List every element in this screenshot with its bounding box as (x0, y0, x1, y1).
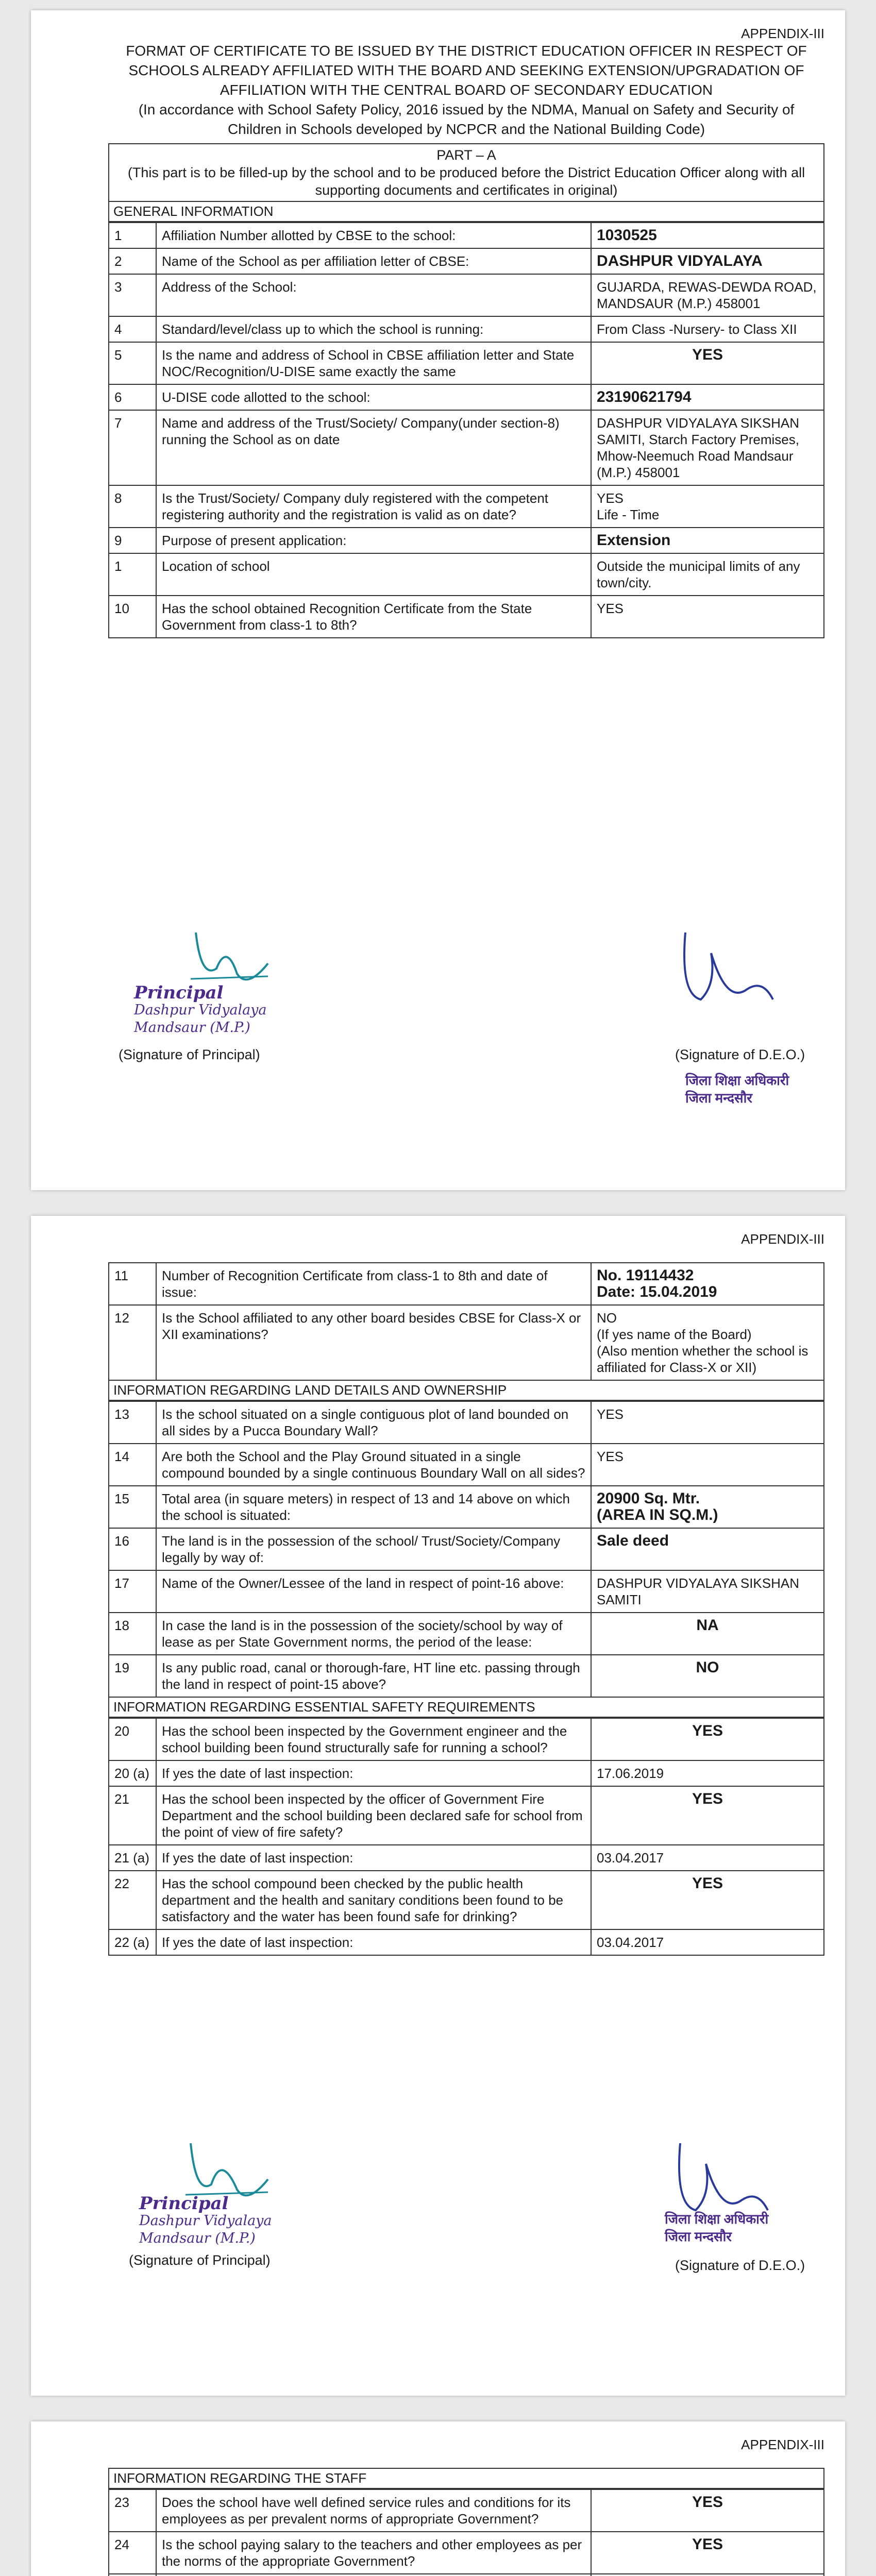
row-answer: YES (591, 2532, 824, 2574)
row-question: In case the land is in the possession of the society/school by way of lease as per State Government norms, the period of the lease: (156, 1613, 591, 1655)
row-number: 17 (109, 1570, 156, 1613)
row-question: Address of the School: (156, 274, 591, 316)
recognition-table (108, 1262, 824, 1381)
page-1-content (108, 41, 824, 638)
row-answer: GUJARDA, REWAS-DEWDA ROAD, MANDSAUR (M.P.) 458001 (591, 274, 824, 316)
row-answer: 17.06.2019 (591, 1760, 824, 1786)
row-number: 22 (a) (109, 1929, 156, 1955)
deo-stamp (685, 1072, 789, 1107)
header-line: (In accordance with School Safety Policy, 2016 issued by the NDMA, Manual on Safety and Security of (138, 101, 795, 117)
table-row (109, 1655, 824, 1697)
table-row (109, 1929, 824, 1955)
certificate-header (108, 41, 824, 139)
row-answer: NA (591, 1613, 824, 1655)
row-question: If yes the date of last inspection: (156, 1929, 591, 1955)
row-question: Location of school (156, 553, 591, 596)
table-row (109, 1718, 824, 1760)
row-number: 7 (109, 410, 156, 485)
row-number: 23 (109, 2489, 156, 2532)
header-line: SCHOOLS ALREADY AFFILIATED WITH THE BOARD AND SEEKING EXTENSION/UPGRADATION OF (128, 62, 804, 78)
land-table (108, 1401, 824, 1698)
section-staff: INFORMATION REGARDING THE STAFF (108, 2468, 824, 2489)
table-row (109, 1401, 824, 1444)
section-land-details: INFORMATION REGARDING LAND DETAILS AND OWNERSHIP (108, 1381, 824, 1401)
row-answer: 03.04.2017 (591, 1929, 824, 1955)
row-answer: DASHPUR VIDYALAYA (591, 248, 824, 274)
part-a-box (108, 143, 824, 201)
page-2 (31, 1216, 845, 2396)
row-number: 22 (109, 1871, 156, 1929)
row-answer: From Class -Nursery- to Class XII (591, 316, 824, 342)
row-number: 8 (109, 485, 156, 528)
deo-stamp-line: जिला मन्दसौर (685, 1090, 752, 1106)
row-question: If yes the date of last inspection: (156, 1845, 591, 1871)
table-row (109, 1570, 824, 1613)
row-number: 6 (109, 384, 156, 410)
principal-signature-label: (Signature of Principal) (119, 1047, 260, 1062)
row-answer: Outside the municipal limits of any town/city. (591, 553, 824, 596)
row-number: 10 (109, 596, 156, 638)
row-question: Has the school obtained Recognition Certificate from the State Government from class-1 to 8th? (156, 596, 591, 638)
part-a-title: PART – A (436, 147, 496, 163)
row-number: 21 (109, 1786, 156, 1845)
section-safety: INFORMATION REGARDING ESSENTIAL SAFETY REQUIREMENTS (108, 1698, 824, 1718)
row-question: Does the school have well defined service rules and conditions for its employees as per prevalent norms of appropriate Government? (156, 2489, 591, 2532)
row-answer: 1030525 (591, 223, 824, 248)
row-question: Number of Recognition Certificate from class-1 to 8th and date of issue: (156, 1263, 591, 1305)
table-row (109, 223, 824, 248)
table-row (109, 1845, 824, 1871)
table-row (109, 1760, 824, 1786)
row-number: 9 (109, 528, 156, 553)
deo-stamp (665, 2210, 768, 2245)
row-question: Is the School affiliated to any other board besides CBSE for Class-X or XII examinations? (156, 1305, 591, 1380)
stamp-title: Principal (139, 2193, 229, 2214)
stamp-line: Mandsaur (M.P.) (134, 1020, 250, 1036)
row-number: 4 (109, 316, 156, 342)
row-number: 3 (109, 274, 156, 316)
row-question: Is the school paying salary to the teachers and other employees as per the norms of the appropriate Government? (156, 2532, 591, 2574)
page-3 (31, 2421, 845, 2576)
table-row (109, 1263, 824, 1305)
appendix-label: APPENDIX-III (741, 2437, 824, 2452)
stamp-title: Principal (134, 982, 224, 1003)
row-number: 5 (109, 342, 156, 384)
row-question: Name of the School as per affiliation letter of CBSE: (156, 248, 591, 274)
table-row (109, 1486, 824, 1528)
deo-signature-label: (Signature of D.E.O.) (675, 1047, 805, 1062)
table-row (109, 274, 824, 316)
row-answer: YES (591, 1871, 824, 1929)
principal-signature-label: (Signature of Principal) (129, 2252, 271, 2268)
row-answer: No. 19114432 Date: 15.04.2019 (591, 1263, 824, 1305)
row-question: Is the name and address of School in CBSE affiliation letter and State NOC/Recognition/U-DISE same exactly the same (156, 342, 591, 384)
row-answer: Sale deed (591, 1528, 824, 1570)
staff-table (108, 2489, 824, 2576)
row-question: Standard/level/class up to which the school is running: (156, 316, 591, 342)
row-answer: YES (591, 1718, 824, 1760)
deo-stamp-line: जिला शिक्षा अधिकारी (665, 2211, 769, 2227)
table-row (109, 1786, 824, 1845)
header-line: Children in Schools developed by NCPCR and the National Building Code) (227, 121, 705, 137)
row-number: 16 (109, 1528, 156, 1570)
row-question: Total area (in square meters) in respect of 13 and 14 above on which the school is situated: (156, 1486, 591, 1528)
row-question: If yes the date of last inspection: (156, 1760, 591, 1786)
row-answer: NO (If yes name of the Board) (Also mention whether the school is affiliated for Class-X or XII) (591, 1305, 824, 1380)
row-answer: YES (591, 1401, 824, 1444)
row-number: 1 (109, 553, 156, 596)
deo-signature-label: (Signature of D.E.O.) (675, 2258, 805, 2273)
row-number: 11 (109, 1263, 156, 1305)
stamp-line: Mandsaur (M.P.) (139, 2230, 256, 2246)
header-line: FORMAT OF CERTIFICATE TO BE ISSUED BY THE DISTRICT EDUCATION OFFICER IN RESPECT OF (126, 43, 807, 59)
table-row (109, 2489, 824, 2532)
table-row (109, 528, 824, 553)
table-row (109, 1528, 824, 1570)
table-row (109, 316, 824, 342)
page-1 (31, 10, 845, 1190)
row-question (156, 2574, 591, 2576)
row-question: Name of the Owner/Lessee of the land in respect of point-16 above: (156, 1570, 591, 1613)
header-line: AFFILIATION WITH THE CENTRAL BOARD OF SECONDARY EDUCATION (220, 82, 713, 98)
part-a-note: (This part is to be filled-up by the school and to be produced before the District Education Officer along with all supporting documents and certificates in original) (127, 165, 805, 198)
row-number: 21 (a) (109, 1845, 156, 1871)
row-answer: Extension (591, 528, 824, 553)
table-row (109, 596, 824, 638)
safety-table (108, 1718, 824, 1956)
row-answer: 20900 Sq. Mtr. (AREA IN SQ.M.) (591, 1486, 824, 1528)
row-number: 14 (109, 1444, 156, 1486)
row-answer (591, 2574, 824, 2576)
appendix-label: APPENDIX-III (741, 26, 824, 41)
row-number: 20 (109, 1718, 156, 1760)
row-number: 15 (109, 1486, 156, 1528)
general-info-table (108, 222, 824, 638)
page-2-content (108, 1262, 824, 1956)
row-number (109, 2574, 156, 2576)
row-number: 20 (a) (109, 1760, 156, 1786)
row-answer: 23190621794 (591, 384, 824, 410)
row-question: Is the Trust/Society/ Company duly registered with the competent registering authority and the registration is valid as on date? (156, 485, 591, 528)
page-3-content (108, 2468, 824, 2576)
appendix-label: APPENDIX-III (741, 1231, 824, 1247)
row-question: The land is in the possession of the school/ Trust/Society/Company legally by way of: (156, 1528, 591, 1570)
table-row (109, 384, 824, 410)
row-question: Is the school situated on a single contiguous plot of land bounded on all sides by a Pucca Boundary Wall? (156, 1401, 591, 1444)
row-answer: YES (591, 2489, 824, 2532)
deo-stamp-line: जिला शिक्षा अधिकारी (685, 1073, 789, 1088)
row-answer: 03.04.2017 (591, 1845, 824, 1871)
row-answer: DASHPUR VIDYALAYA SIKSHAN SAMITI (591, 1570, 824, 1613)
principal-stamp (134, 984, 267, 1037)
deo-signature (670, 922, 778, 1015)
table-row (109, 485, 824, 528)
table-row (109, 1871, 824, 1929)
row-number: 2 (109, 248, 156, 274)
row-answer: YES Life - Time (591, 485, 824, 528)
table-row (109, 1444, 824, 1486)
row-question: Has the school compound been checked by the public health department and the health and sanitary conditions been found to be satisfactory and the water has been found safe for drinking? (156, 1871, 591, 1929)
table-row (109, 248, 824, 274)
row-question: U-DISE code allotted to the school: (156, 384, 591, 410)
row-number: 18 (109, 1613, 156, 1655)
table-row (109, 2532, 824, 2574)
row-answer: DASHPUR VIDYALAYA SIKSHAN SAMITI, Starch Factory Premises, Mhow-Neemuch Road Mandsaur (M.P.) 458001 (591, 410, 824, 485)
table-row (109, 1613, 824, 1655)
row-number: 19 (109, 1655, 156, 1697)
table-row (109, 2574, 824, 2576)
table-row (109, 410, 824, 485)
row-number: 12 (109, 1305, 156, 1380)
section-general-info: GENERAL INFORMATION (108, 201, 824, 222)
stamp-line: Dashpur Vidyalaya (139, 2213, 272, 2229)
row-number: 13 (109, 1401, 156, 1444)
principal-stamp (139, 2195, 272, 2247)
row-answer: YES (591, 1444, 824, 1486)
row-question: Is any public road, canal or thorough-fare, HT line etc. passing through the land in respect of point-15 above? (156, 1655, 591, 1697)
row-question: Affiliation Number allotted by CBSE to the school: (156, 223, 591, 248)
table-row (109, 342, 824, 384)
table-row (109, 553, 824, 596)
row-question: Name and address of the Trust/Society/ Company(under section-8) running the School as on date (156, 410, 591, 485)
row-question: Purpose of present application: (156, 528, 591, 553)
row-question: Has the school been inspected by the Government engineer and the school building been found structurally safe for running a school? (156, 1718, 591, 1760)
stamp-line: Dashpur Vidyalaya (134, 1002, 267, 1018)
row-number: 1 (109, 223, 156, 248)
row-number: 24 (109, 2532, 156, 2574)
row-answer: YES (591, 342, 824, 384)
table-row (109, 1305, 824, 1380)
row-answer: YES (591, 1786, 824, 1845)
row-answer: NO (591, 1655, 824, 1697)
row-question: Has the school been inspected by the officer of Government Fire Department and the school building been declared safe for school from the point of view of fire safety? (156, 1786, 591, 1845)
row-answer: YES (591, 596, 824, 638)
row-question: Are both the School and the Play Ground situated in a single compound bounded by a single continuous Boundary Wall on all sides? (156, 1444, 591, 1486)
deo-stamp-line: जिला मन्दसौर (665, 2229, 732, 2244)
